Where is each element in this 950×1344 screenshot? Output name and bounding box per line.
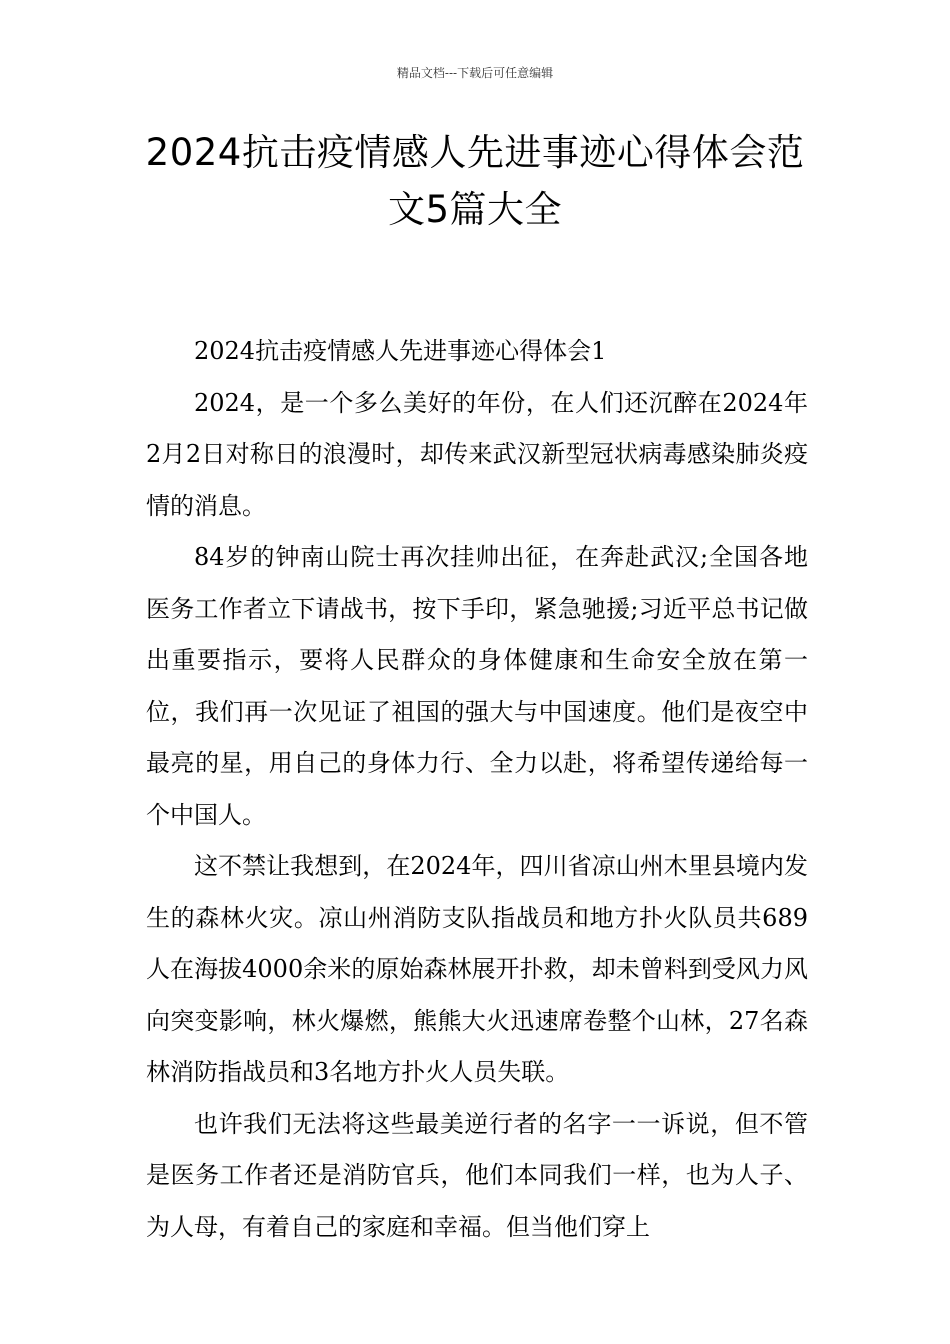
document-title: 2024抗击疫情感人先进事迹心得体会范文5篇大全 — [145, 131, 805, 231]
paragraph: 这不禁让我想到，在2024年，四川省凉山州木里县境内发生的森林火灾。凉山州消防支队指战员和地方扑火队员共689人在海拔4000余米的原始森林展开扑救，却未曾料到受风力风向突变影响，林火爆燃，熊熊大火迅速席卷整个山林，27名森林消防指战员和3名地方扑火人员失联。 — [146, 852, 808, 1086]
paragraph: 2024，是一个多么美好的年份，在人们还沉醉在2024年2月2日对称日的浪漫时，却传来武汉新型冠状病毒感染肺炎疫情的消息。 — [146, 388, 808, 520]
document-body — [146, 326, 808, 1253]
section-heading: 2024抗击疫情感人先进事迹心得体会1 — [194, 337, 607, 365]
paragraph: 84岁的钟南山院士再次挂帅出征，在奔赴武汉;全国各地医务工作者立下请战书，按下手印，紧急驰援;习近平总书记做出重要指示，要将人民群众的身体健康和生命安全放在第一位，我们再一次见证了祖国的强大与中国速度。他们是夜空中最亮的星，用自己的身体力行、全力以赴，将希望传递给每一个中国人。 — [146, 543, 808, 829]
paragraph: 也许我们无法将这些最美逆行者的名字一一诉说，但不管是医务工作者还是消防官兵，他们本同我们一样，也为人子、为人母，有着自己的家庭和幸福。但当他们穿上 — [146, 1109, 808, 1241]
header-note: 精品文档---下载后可任意编辑 — [396, 66, 554, 80]
